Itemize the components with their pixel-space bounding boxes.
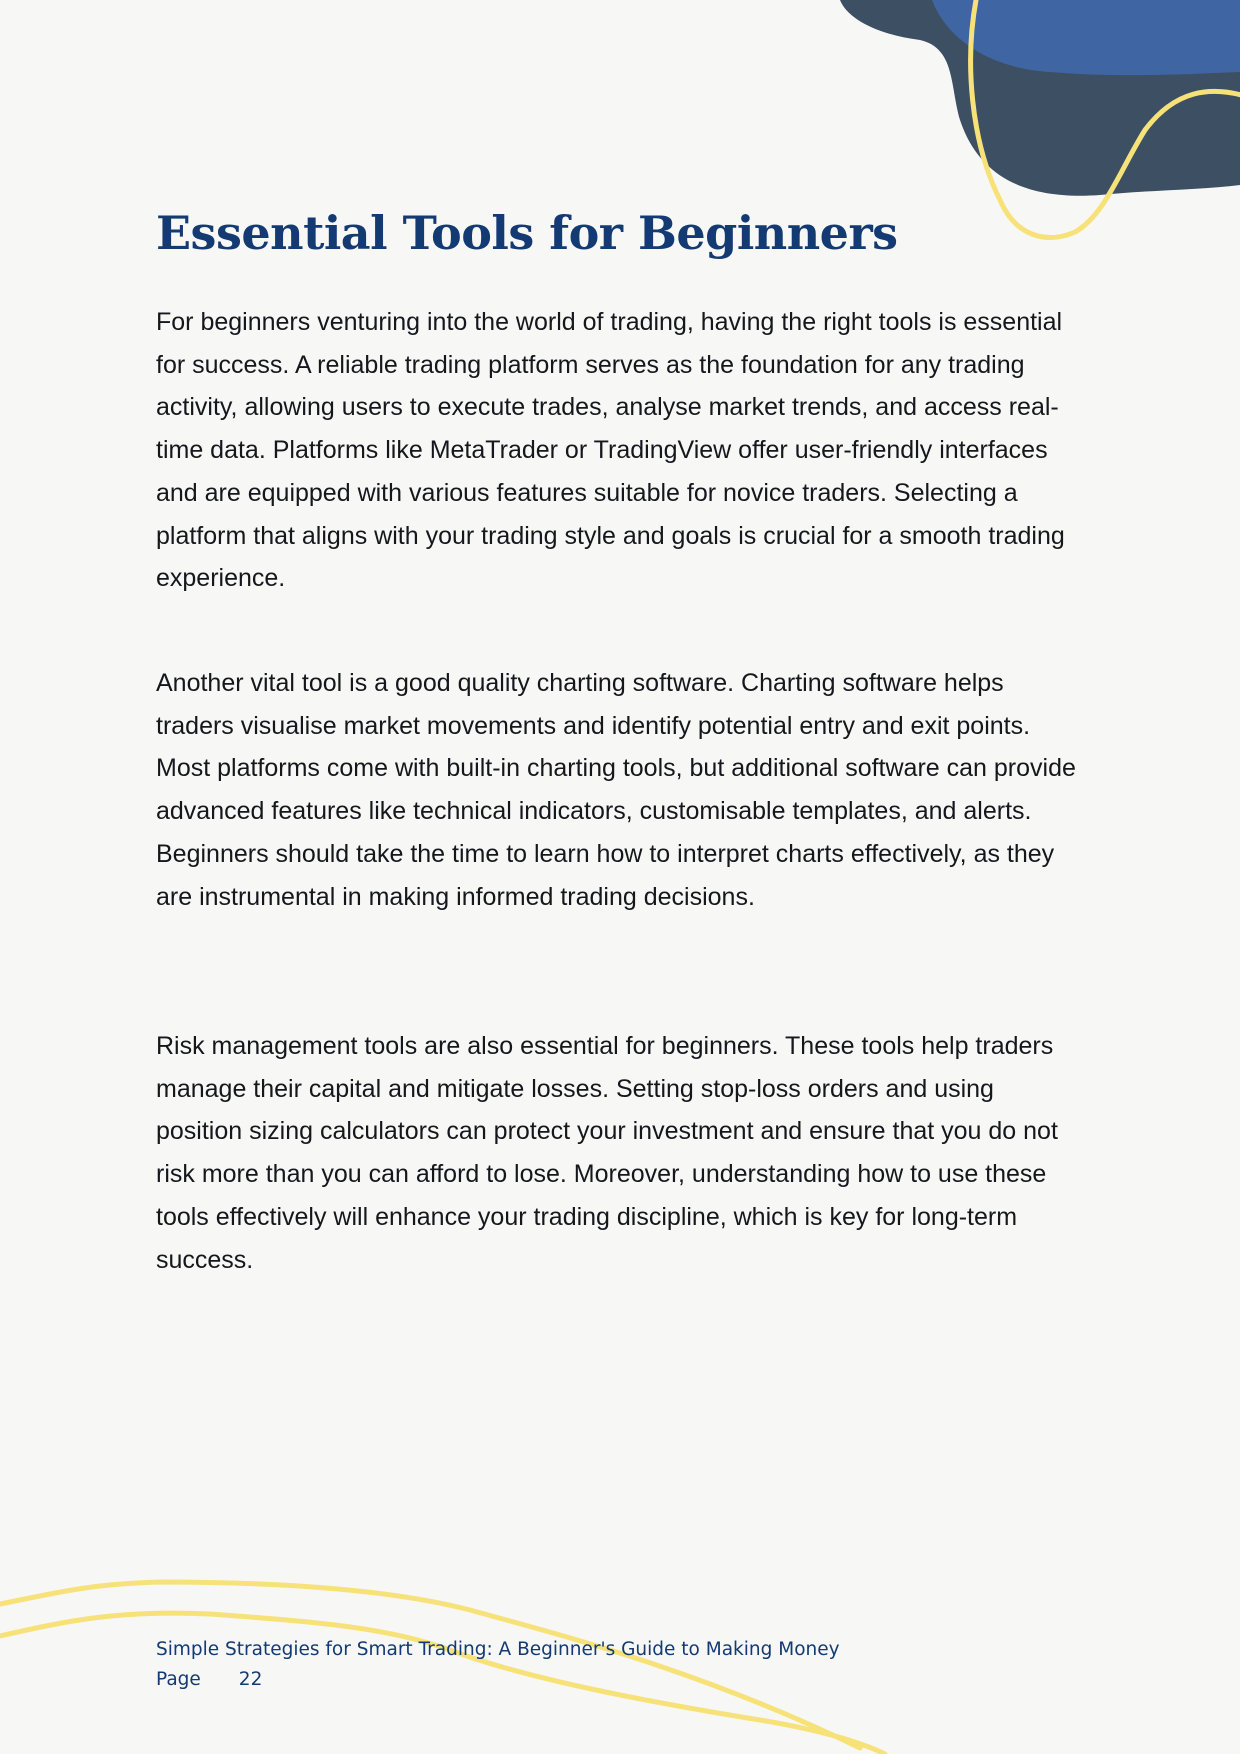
- footer-book-title: Simple Strategies for Smart Trading: A Beginner's Guide to Making Money: [156, 1639, 840, 1660]
- footer-page-number: 22: [238, 1669, 263, 1690]
- paragraph-trading-platform: For beginners venturing into the world of trading, having the right tools is essential for success. A reliable trading platform serves as the foundation for any trading activity, allowing users to execute trades, analyse market trends, and access real-time data. Platforms like MetaTrader or TradingView offer user-friendly interfaces and are equipped with various features suitable for novice traders. Selecting a platform that aligns with your trading style and goals is crucial for a smooth trading experience.: [156, 308, 1065, 593]
- paragraph-charting-software: Another vital tool is a good quality charting software. Charting software helps traders visualise market movements and identify potential entry and exit points. Most platforms come with built-in charting tools, but additional software can provide advanced features like technical indicators, customisable templates, and alerts. Beginners should take the time to learn how to interpret charts effectively, as they are instrumental in making informed trading decisions.: [156, 669, 1076, 911]
- page-title: Essential Tools for Beginners: [156, 206, 898, 260]
- footer-page-label: Page: [156, 1669, 201, 1690]
- bottom-decorative-lines: [0, 1570, 1240, 1754]
- paragraph-risk-management: Risk management tools are also essential for beginners. These tools help traders manage their capital and mitigate losses. Setting stop-loss orders and using position sizing calculators can protect your investment and ensure that you do not risk more than you can afford to lose. Moreover, understanding how to use these tools effectively will enhance your trading discipline, which is key for long-term success.: [156, 1032, 1058, 1274]
- yellow-swoosh-line-lower: [0, 1613, 885, 1754]
- yellow-swoosh-line-upper: [0, 1582, 860, 1748]
- footer-page-info: [156, 1669, 262, 1690]
